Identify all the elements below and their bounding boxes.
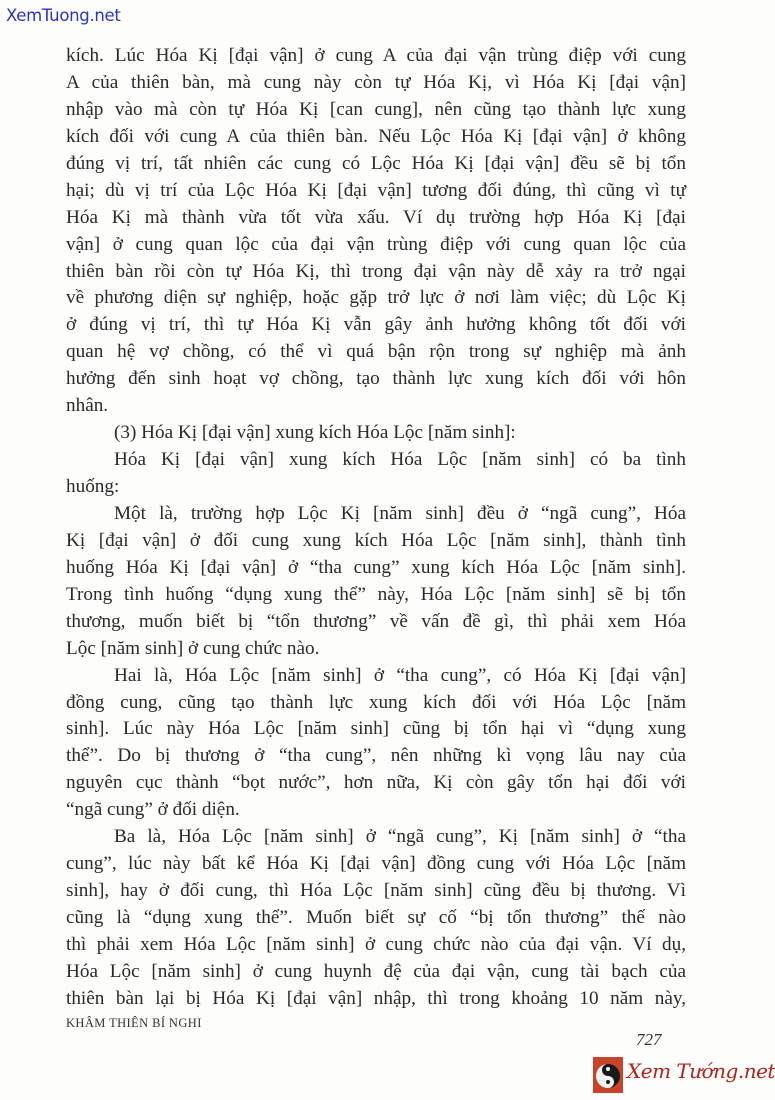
text-line: thiên bàn rồi còn tự Hóa Kị, thì trong đại vận này dễ xảy ra trở ngại bbox=[66, 260, 686, 282]
site-logo bbox=[593, 1055, 775, 1095]
text-line: kích. Lúc Hóa Kị [đại vận] ở cung A của đại vận trùng điệp với cung bbox=[66, 45, 686, 66]
text-line: huống Hóa Kị [đại vận] ở “tha cung” xung kích Hóa Lộc [năm sinh]. bbox=[66, 556, 686, 578]
text-line: hưởng đến sinh hoạt vợ chồng, tạo thành lực xung kích đối với hôn bbox=[66, 368, 686, 390]
text-line: nhân. bbox=[66, 395, 109, 417]
text-line: Hóa Kị [đại vận] xung kích Hóa Lộc [năm sinh] có ba tình bbox=[114, 449, 686, 471]
text-line: Kị [đại vận] ở đối cung xung kích Hóa Lộc [năm sinh], thành tình bbox=[66, 529, 686, 551]
logo-badge bbox=[593, 1057, 623, 1093]
yin-yang-icon bbox=[596, 1064, 620, 1088]
text-line: quan hệ vợ chồng, có thể vì quá bận rộn trong sự nghiệp mà ảnh bbox=[66, 341, 686, 363]
text-line: kích đối với cung A của thiên bàn. Nếu Lộc Hóa Kị [đại vận] ở không bbox=[66, 125, 686, 147]
text-line: đúng vị trí, tất nhiên các cung có Lộc Hóa Kị [đại vận] đều sẽ bị tổn bbox=[66, 152, 686, 174]
text-line: đồng cung, cũng tạo thành lực xung kích đối với Hóa Lộc [năm bbox=[66, 691, 686, 713]
page-number: 727 bbox=[636, 1030, 662, 1049]
text-line: cũng là “dụng xung thể”. Muốn biết sự cố “bị tổn thương” thế nào bbox=[66, 907, 686, 928]
text-line: cung”, lúc này bất kể Hóa Kị [đại vận] đồng cung với Hóa Lộc [năm bbox=[66, 853, 686, 875]
text-line: (3) Hóa Kị [đại vận] xung kích Hóa Lộc [năm sinh]: bbox=[114, 422, 516, 444]
text-line: Trong tình huống “dụng xung thể” này, Hóa Lộc [năm sinh] sẽ bị tổn bbox=[66, 583, 686, 605]
text-line: huống: bbox=[66, 476, 120, 497]
text-line: vận] ở cung quan lộc của đại vận trùng điệp với cung quan lộc của bbox=[66, 233, 686, 255]
text-line: A của thiên bàn, mà cung này còn tự Hóa Kị, vì Hóa Kị [đại vận] bbox=[66, 71, 686, 93]
text-line: thể”. Do bị thương ở “tha cung”, nên những kì vọng lâu nay của bbox=[66, 745, 686, 767]
text-line: Lộc [năm sinh] ở cung chức nào. bbox=[66, 637, 320, 659]
text-line: “ngã cung” ở đối diện. bbox=[66, 799, 240, 821]
text-line: sinh], hay ở đối cung, thì Hóa Lộc [năm sinh] cũng đều bị thương. Vì bbox=[66, 880, 686, 902]
text-line: hại; dù vị trí của Lộc Hóa Kị [đại vận] tương đối đúng, thì cũng vì tự bbox=[66, 179, 686, 201]
text-line: Ba là, Hóa Lộc [năm sinh] ở “ngã cung”, Kị [năm sinh] ở “tha bbox=[114, 826, 686, 848]
text-line: Hóa Kị mà thành vừa tốt vừa xấu. Ví dụ trường hợp Hóa Kị [đại bbox=[66, 206, 686, 228]
site-watermark: XemTuong.net bbox=[6, 6, 121, 25]
text-line: về phương diện sự nghiệp, hoặc gặp trở lực ở nơi làm việc; dù Lộc Kị bbox=[66, 287, 686, 309]
text-line: thiên bàn lại bị Hóa Kị [đại vận] nhập, thì trong khoảng 10 năm này, bbox=[66, 987, 686, 1009]
text-line: Hóa Lộc [năm sinh] ở cung huynh đệ của đại vận, cung tài bạch của bbox=[66, 960, 686, 982]
text-line: nhập vào mà còn tự Hóa Kị [can cung], nên cũng tạo thành lực xung bbox=[66, 98, 686, 120]
book-title-footer: KHÂM THIÊN BÍ NGHI bbox=[66, 1016, 202, 1030]
text-line: sinh]. Lúc này Hóa Lộc [năm sinh] cũng bị tổn hại vì “dụng xung bbox=[66, 718, 686, 740]
text-line: nguyên cục thành “bọt nước”, hơn nữa, Kị còn gây tổn hại đối với bbox=[66, 772, 686, 794]
text-line: thì phải xem Hóa Lộc [năm sinh] ở cung chức nào của đại vận. Ví dụ, bbox=[66, 933, 686, 955]
logo-text: Xem Tướng.net bbox=[627, 1059, 775, 1083]
text-line: thương, muốn biết bị “tổn thương” về vấn đề gì, thì phải xem Hóa bbox=[66, 610, 686, 632]
text-line: Hai là, Hóa Lộc [năm sinh] ở “tha cung”, có Hóa Kị [đại vận] bbox=[114, 664, 686, 686]
page-body-text bbox=[66, 43, 686, 1013]
text-line: ở đúng vị trí, thì tự Hóa Kị vẫn gây ảnh hưởng không tốt đối với bbox=[66, 314, 686, 336]
text-line: Một là, trường hợp Lộc Kị [năm sinh] đều ở “ngã cung”, Hóa bbox=[114, 502, 686, 524]
